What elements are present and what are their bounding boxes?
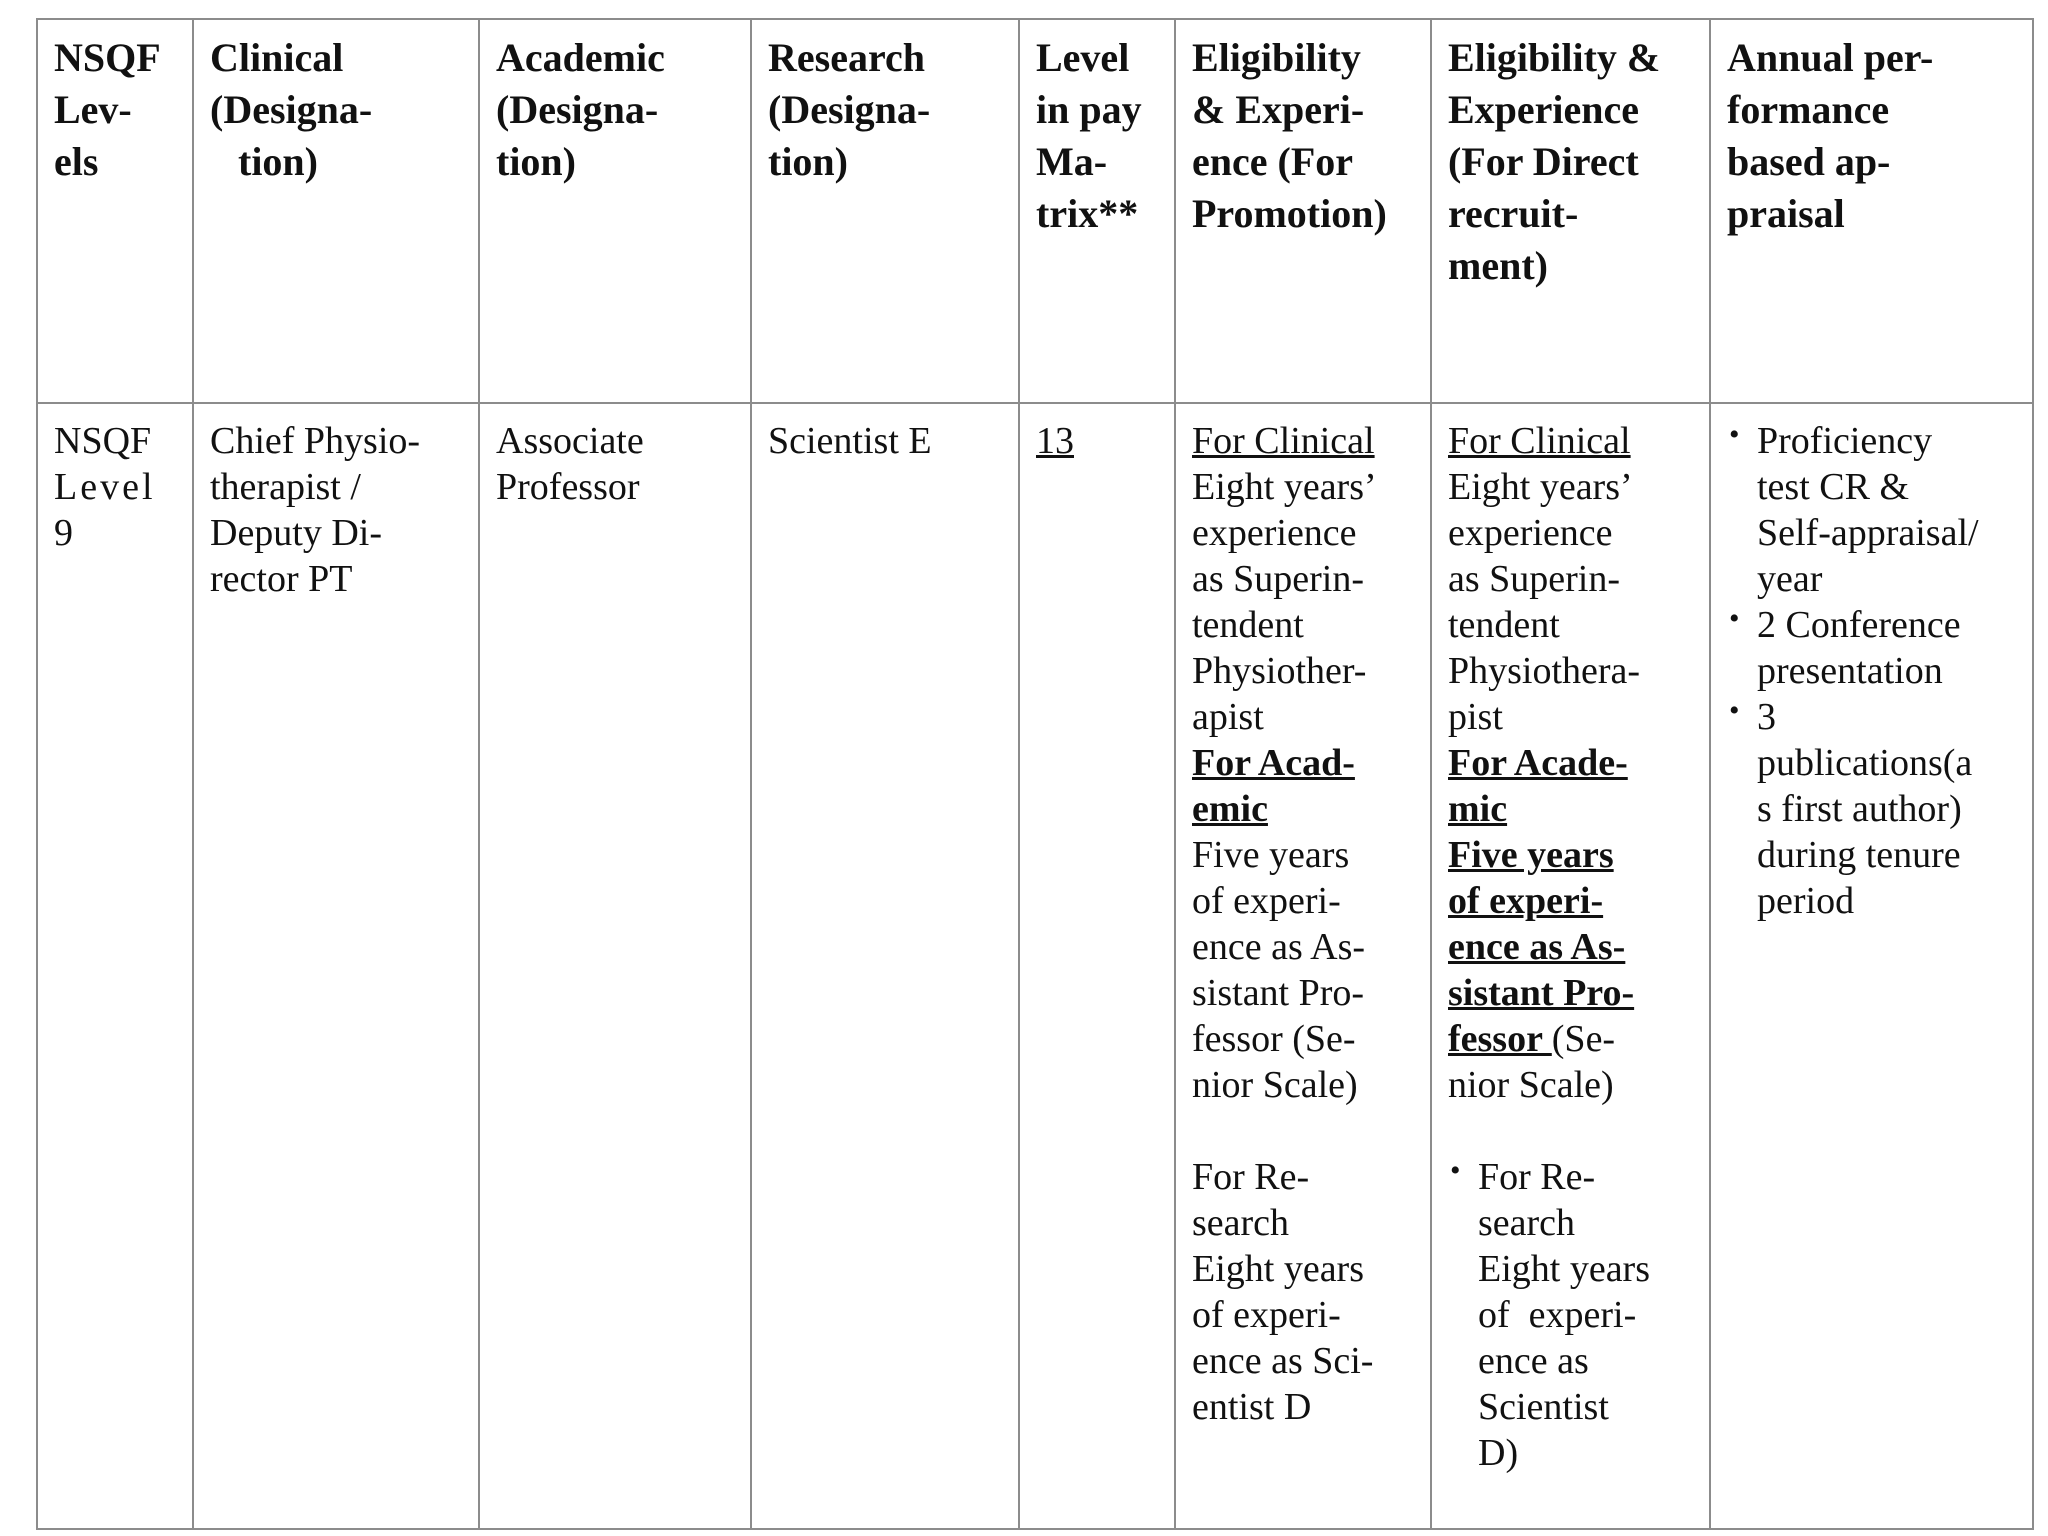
bullet-icon: •	[1729, 694, 1740, 727]
header-research: Research (Designa- tion)	[751, 19, 1019, 403]
table-row	[37, 403, 2033, 1529]
list-item: • Proficiency test CR & Self-appraisal/ year	[1727, 418, 2016, 602]
cell-eligibility-promotion: For Clinical Eight years’ experience as Superin- tendent Physiother- apist For Acad- emic Five years of experi- ence as As- sistant Pro- fessor (Se- nior Scale) For Re- search Eight years of experi- ence as Sci- entist D	[1175, 403, 1431, 1529]
qualification-table	[36, 18, 2034, 1530]
bullet-icon: •	[1450, 1154, 1461, 1187]
header-pay-level: Level in pay Ma- trix**	[1019, 19, 1175, 403]
list-item: • 3 publications(a s first author) during tenure period	[1727, 694, 2016, 924]
header-academic: Academic (Designa- tion)	[479, 19, 751, 403]
cell-research-designation: Scientist E	[751, 403, 1019, 1529]
header-annual-appraisal: Annual per- formance based ap- praisal	[1710, 19, 2033, 403]
promotion-academic-title: For Acad-	[1192, 742, 1355, 784]
cell-pay-level: 13	[1019, 403, 1175, 1529]
header-row	[37, 19, 2033, 403]
header-eligibility-promotion: Eligibility & Experi- ence (For Promotion)	[1175, 19, 1431, 403]
cell-annual-appraisal	[1710, 403, 2033, 1529]
direct-academic-title: For Acade-	[1448, 742, 1628, 784]
bullet-icon: •	[1729, 418, 1740, 451]
list-item: • For Re- search Eight years of experi- ence as Scientist D)	[1448, 1154, 1693, 1476]
spacer	[1448, 1108, 1693, 1154]
header-eligibility-direct: Eligibility & Experience (For Direct recruit- ment)	[1431, 19, 1710, 403]
cell-clinical-designation: Chief Physio- therapist / Deputy Di- rector PT	[193, 403, 479, 1529]
header-nsqf-levels: NSQF Lev- els	[37, 19, 193, 403]
list-item: • 2 Conference presentation	[1727, 602, 2016, 694]
header-clinical: Clinical (Designa- tion)	[193, 19, 479, 403]
spacer	[1192, 1108, 1414, 1154]
cell-eligibility-direct: For Clinical Eight years’ experience as Superin- tendent Physiothera- pist For Acade- mic Five years of experi- ence as As- sistant Pro- fessor (Se- nior Scale) • For Re- search Eight years of experi- ence as Scientist D)	[1431, 403, 1710, 1529]
promotion-clinical-title: For Clinical	[1192, 420, 1375, 462]
bullet-icon: •	[1729, 602, 1740, 635]
cell-academic-designation: Associate Professor	[479, 403, 751, 1529]
direct-clinical-title: For Clinical	[1448, 420, 1631, 462]
cell-nsqf-level: NSQF Level 9	[37, 403, 193, 1529]
